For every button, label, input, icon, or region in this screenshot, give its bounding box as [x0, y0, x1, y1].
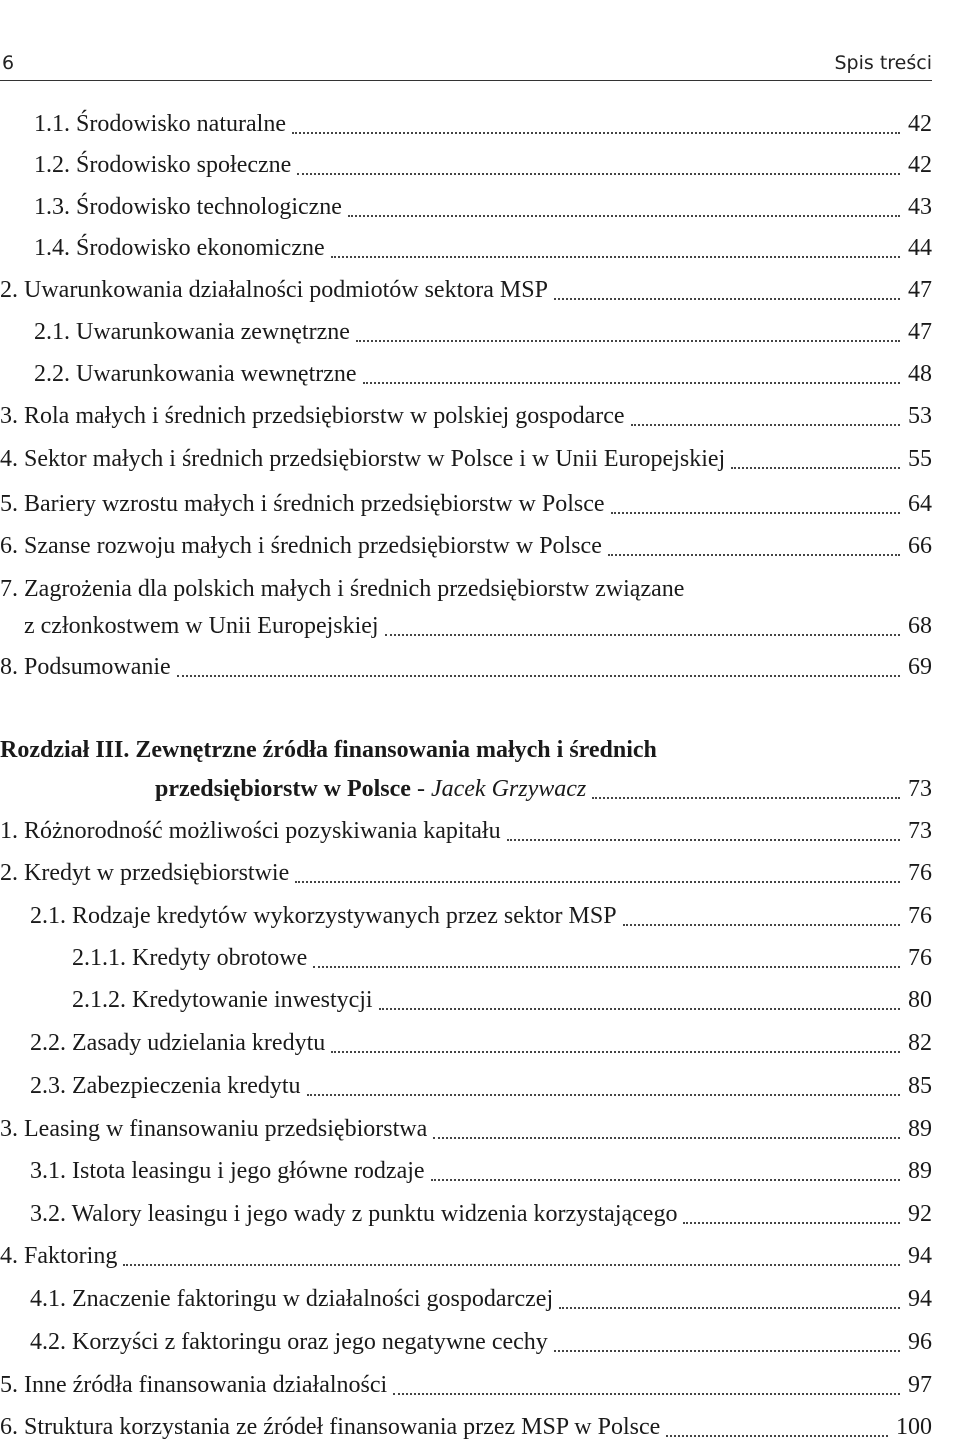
dot-leader	[731, 467, 900, 469]
toc-entry[interactable]: 1.4. Środowisko ekonomiczne 44	[34, 231, 932, 265]
toc-page: 47	[908, 277, 932, 303]
dot-leader	[348, 215, 900, 217]
chapter-label: Rozdział III.	[0, 737, 130, 763]
toc-page: 97	[908, 1372, 932, 1398]
dot-leader	[331, 256, 900, 258]
toc-page: 96	[908, 1329, 932, 1355]
dot-leader	[611, 512, 900, 514]
toc-page: 89	[908, 1158, 932, 1184]
chapter-entry[interactable]	[155, 772, 932, 806]
dot-leader	[331, 1051, 900, 1053]
toc-entry[interactable]: 1. Różnorodność możliwości pozyskiwania kapitału 73	[0, 814, 932, 848]
toc-entry[interactable]: 3.1. Istota leasingu i jego główne rodzaje 89	[30, 1154, 932, 1188]
chapter-author: Jacek Grzywacz	[430, 776, 587, 802]
dot-leader	[393, 1393, 900, 1395]
section-title: Spis treści	[834, 52, 932, 74]
toc-entry[interactable]: 2. Kredyt w przedsiębiorstwie 76	[0, 856, 932, 890]
toc-page: 66	[908, 533, 932, 559]
dot-leader	[683, 1222, 900, 1224]
toc-entry[interactable]: 4.1. Znaczenie faktoringu w działalności gospodarczej 94	[30, 1282, 932, 1316]
toc-entry[interactable]: 2.1. Uwarunkowania zewnętrzne 47	[34, 315, 932, 349]
dot-leader	[123, 1264, 900, 1266]
toc-page: 89	[908, 1116, 932, 1142]
toc-entry[interactable]: 2.3. Zabezpieczenia kredytu 85	[30, 1069, 932, 1103]
toc-entry[interactable]: 8. Podsumowanie 69	[0, 650, 932, 684]
chapter-title-line1: Zewnętrzne źródła finansowania małych i średnich	[135, 737, 657, 763]
toc-page: 73	[908, 818, 932, 844]
dot-leader	[623, 924, 900, 926]
toc-page: 44	[908, 235, 932, 261]
toc-entry[interactable]: 2.1.2. Kredytowanie inwestycji 80	[72, 983, 932, 1017]
toc-page: 76	[908, 945, 932, 971]
dot-leader	[554, 298, 900, 300]
toc-entry[interactable]: z członkostwem w Unii Europejskiej 68	[24, 609, 932, 643]
toc-page: 94	[908, 1286, 932, 1312]
toc-page: 92	[908, 1201, 932, 1227]
toc-page: 85	[908, 1073, 932, 1099]
toc-entry[interactable]: 2.1. Rodzaje kredytów wykorzystywanych przez sektor MSP 76	[30, 899, 932, 933]
toc-entry[interactable]: 1.2. Środowisko społeczne 42	[34, 148, 932, 182]
toc-page: 100	[896, 1414, 932, 1440]
dot-leader	[631, 424, 900, 426]
toc-entry[interactable]: 4.2. Korzyści z faktoringu oraz jego negatywne cechy 96	[30, 1325, 932, 1359]
dot-leader	[313, 966, 900, 968]
running-header	[0, 52, 932, 76]
toc-entry[interactable]: 3. Rola małych i średnich przedsiębiorstw w polskiej gospodarce 53	[0, 399, 932, 433]
toc-page: 73	[908, 776, 932, 802]
toc-page: 48	[908, 361, 932, 387]
dot-leader	[363, 382, 900, 384]
toc-page: 53	[908, 403, 932, 429]
toc-entry[interactable]: 6. Struktura korzystania ze źródeł finansowania przez MSP w Polsce 100	[0, 1410, 932, 1444]
toc-entry[interactable]: 2.2. Uwarunkowania wewnętrzne 48	[34, 357, 932, 391]
dot-leader	[307, 1094, 900, 1096]
dot-leader	[431, 1179, 900, 1181]
toc-entry-line1[interactable]: 7. Zagrożenia dla polskich małych i średnich przedsiębiorstw związane	[0, 576, 685, 602]
dot-leader	[507, 839, 900, 841]
toc-entry[interactable]: 2. Uwarunkowania działalności podmiotów sektora MSP 47	[0, 273, 932, 307]
dot-leader	[292, 132, 900, 134]
dot-leader	[554, 1350, 900, 1352]
toc-entry[interactable]: 4. Faktoring 94	[0, 1239, 932, 1273]
author-separator: -	[410, 776, 431, 802]
toc-entry[interactable]: 3.2. Walory leasingu i jego wady z punktu widzenia korzystającego 92	[30, 1197, 932, 1231]
dot-leader	[666, 1435, 888, 1437]
dot-leader	[559, 1307, 900, 1309]
toc-page: 69	[908, 654, 932, 680]
dot-leader	[608, 554, 900, 556]
dot-leader	[592, 797, 900, 799]
toc-page: 42	[908, 111, 932, 137]
toc-page: 82	[908, 1030, 932, 1056]
toc-page: 55	[908, 446, 932, 472]
page-number: 6	[2, 52, 15, 74]
toc-entry[interactable]: 2.2. Zasady udzielania kredytu 82	[30, 1026, 932, 1060]
toc-entry[interactable]: 1.3. Środowisko technologiczne 43	[34, 190, 932, 224]
toc-entry[interactable]: 6. Szanse rozwoju małych i średnich przedsiębiorstw w Polsce 66	[0, 529, 932, 563]
toc-page: 47	[908, 319, 932, 345]
dot-leader	[297, 173, 900, 175]
dot-leader	[295, 881, 900, 883]
dot-leader	[379, 1008, 900, 1010]
toc-page: 64	[908, 491, 932, 517]
toc-entry[interactable]: 4. Sektor małych i średnich przedsiębiorstw w Polsce i w Unii Europejskiej 55	[0, 442, 932, 476]
toc-entry[interactable]: 5. Inne źródła finansowania działalności 97	[0, 1368, 932, 1402]
toc-page: 94	[908, 1243, 932, 1269]
header-rule	[0, 80, 932, 81]
chapter-title-line2: przedsiębiorstw w Polsce	[155, 776, 411, 802]
toc-page: 76	[908, 860, 932, 886]
toc-page: 42	[908, 152, 932, 178]
toc-page: 80	[908, 987, 932, 1013]
toc-page: 76	[908, 903, 932, 929]
dot-leader	[356, 340, 900, 342]
toc-entry[interactable]: 3. Leasing w finansowaniu przedsiębiorstwa 89	[0, 1112, 932, 1146]
dot-leader	[385, 634, 900, 636]
toc-page: 43	[908, 194, 932, 220]
toc-entry[interactable]: 1.1. Środowisko naturalne 42	[34, 107, 932, 141]
toc-page: 68	[908, 613, 932, 639]
dot-leader	[177, 675, 900, 677]
dot-leader	[433, 1137, 900, 1139]
toc-entry[interactable]: 5. Bariery wzrostu małych i średnich przedsiębiorstw w Polsce 64	[0, 487, 932, 521]
chapter-heading	[0, 733, 657, 767]
toc-entry[interactable]: 2.1.1. Kredyty obrotowe 76	[72, 941, 932, 975]
